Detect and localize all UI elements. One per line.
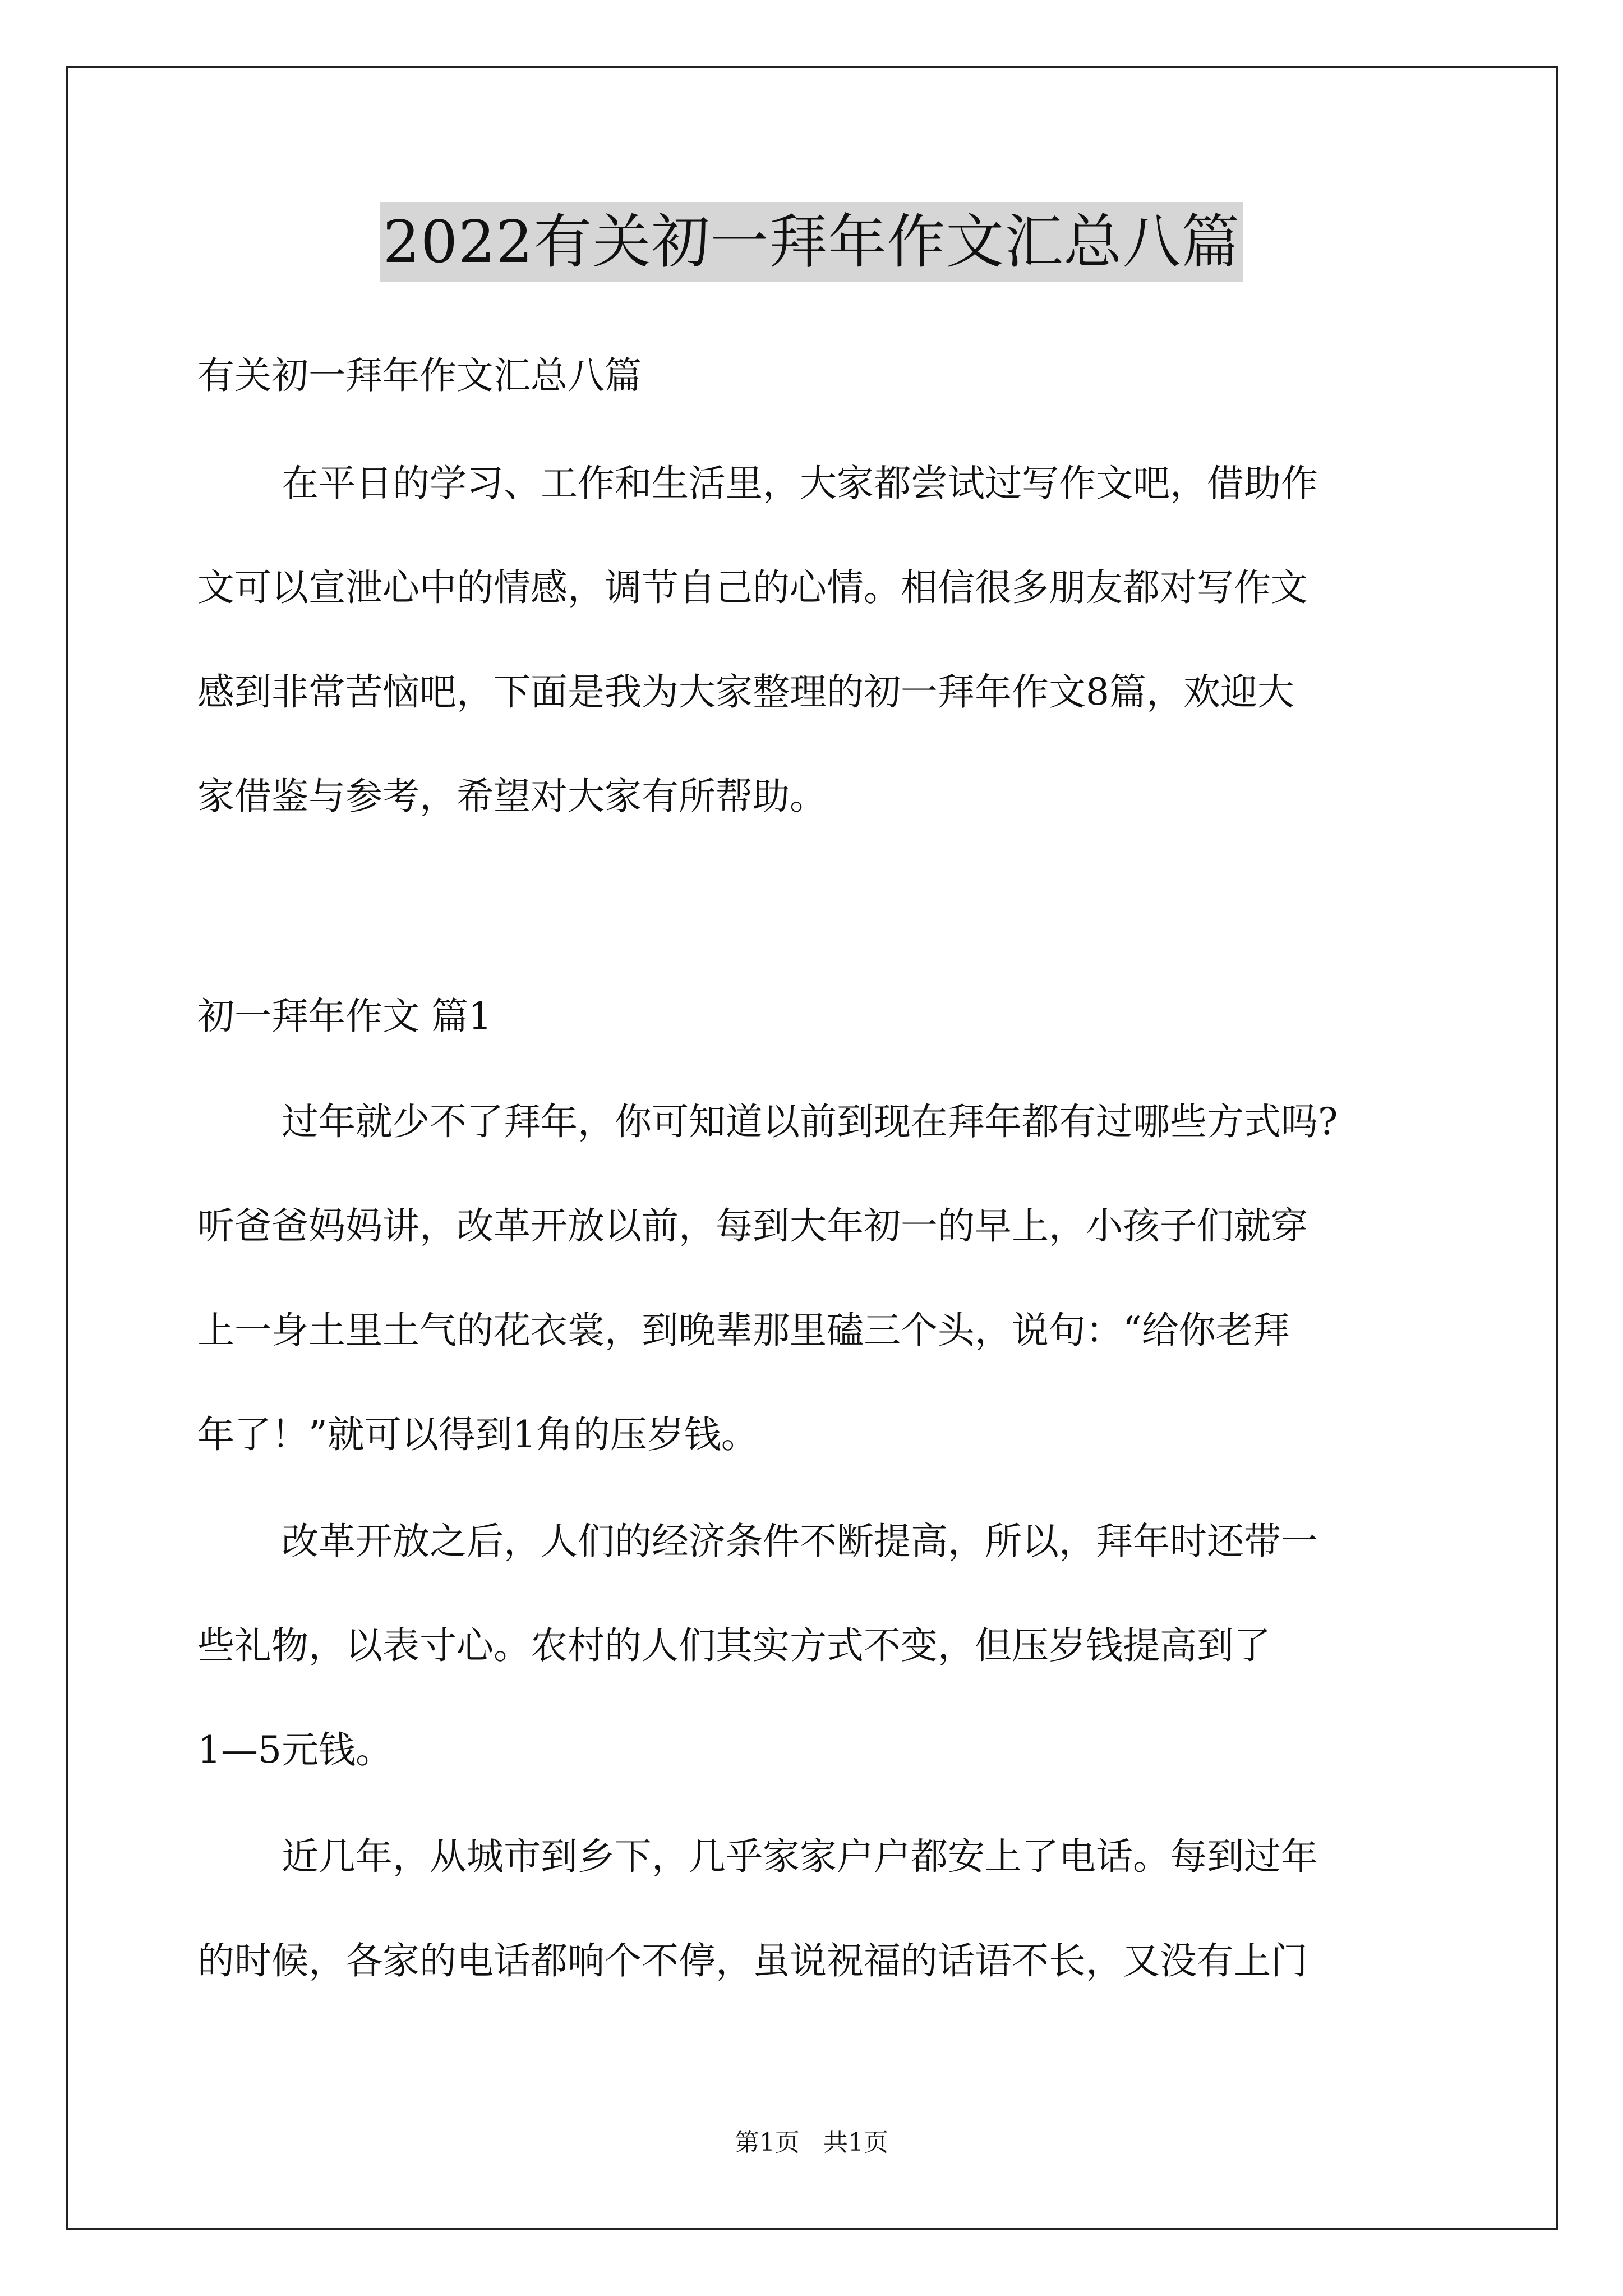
paragraph2-line-1: 改革开放之后，人们的经济条件不断提高，所以，拜年时还带一 — [282, 1520, 1318, 1563]
intro-line-3: 感到非常苦恼吧，下面是我为大家整理的初一拜年作文8篇，欢迎大 — [197, 670, 1294, 714]
section-heading: 初一拜年作文 篇1 — [197, 995, 492, 1038]
paragraph2-line-2: 些礼物，以表寸心。农村的人们其实方式不变，但压岁钱提高到了 — [197, 1624, 1271, 1667]
paragraph1-line-4: 年了！”就可以得到1角的压岁钱。 — [197, 1413, 758, 1456]
paragraph3-line-1: 近几年，从城市到乡下，几乎家家户户都安上了电话。每到过年 — [282, 1835, 1318, 1878]
paragraph2-line-3: 1—5元钱。 — [197, 1728, 393, 1772]
paragraph3-line-2: 的时候，各家的电话都响个不停，虽说祝福的话语不长，又没有上门 — [197, 1939, 1308, 1982]
paragraph1-line-1: 过年就少不了拜年，你可知道以前到现在拜年都有过哪些方式吗? — [282, 1100, 1338, 1143]
title-container — [0, 202, 1623, 282]
paragraph1-line-2: 听爸爸妈妈讲，改革开放以前，每到大年初一的早上，小孩子们就穿 — [197, 1204, 1308, 1248]
intro-line-4: 家借鉴与参考，希望对大家有所帮助。 — [197, 775, 827, 818]
intro-line-1: 在平日的学习、工作和生活里，大家都尝试过写作文吧，借助作 — [282, 462, 1318, 505]
intro-line-2: 文可以宣泄心中的情感，调节自己的心情。相信很多朋友都对写作文 — [197, 566, 1308, 609]
paragraph1-line-3: 上一身土里土气的花衣裳，到晚辈那里磕三个头，说句：“给你老拜 — [197, 1309, 1290, 1352]
page-footer: 第1页 共1页 — [735, 2128, 888, 2157]
document-subtitle: 有关初一拜年作文汇总八篇 — [197, 354, 642, 397]
document-title: 2022有关初一拜年作文汇总八篇 — [380, 202, 1244, 282]
